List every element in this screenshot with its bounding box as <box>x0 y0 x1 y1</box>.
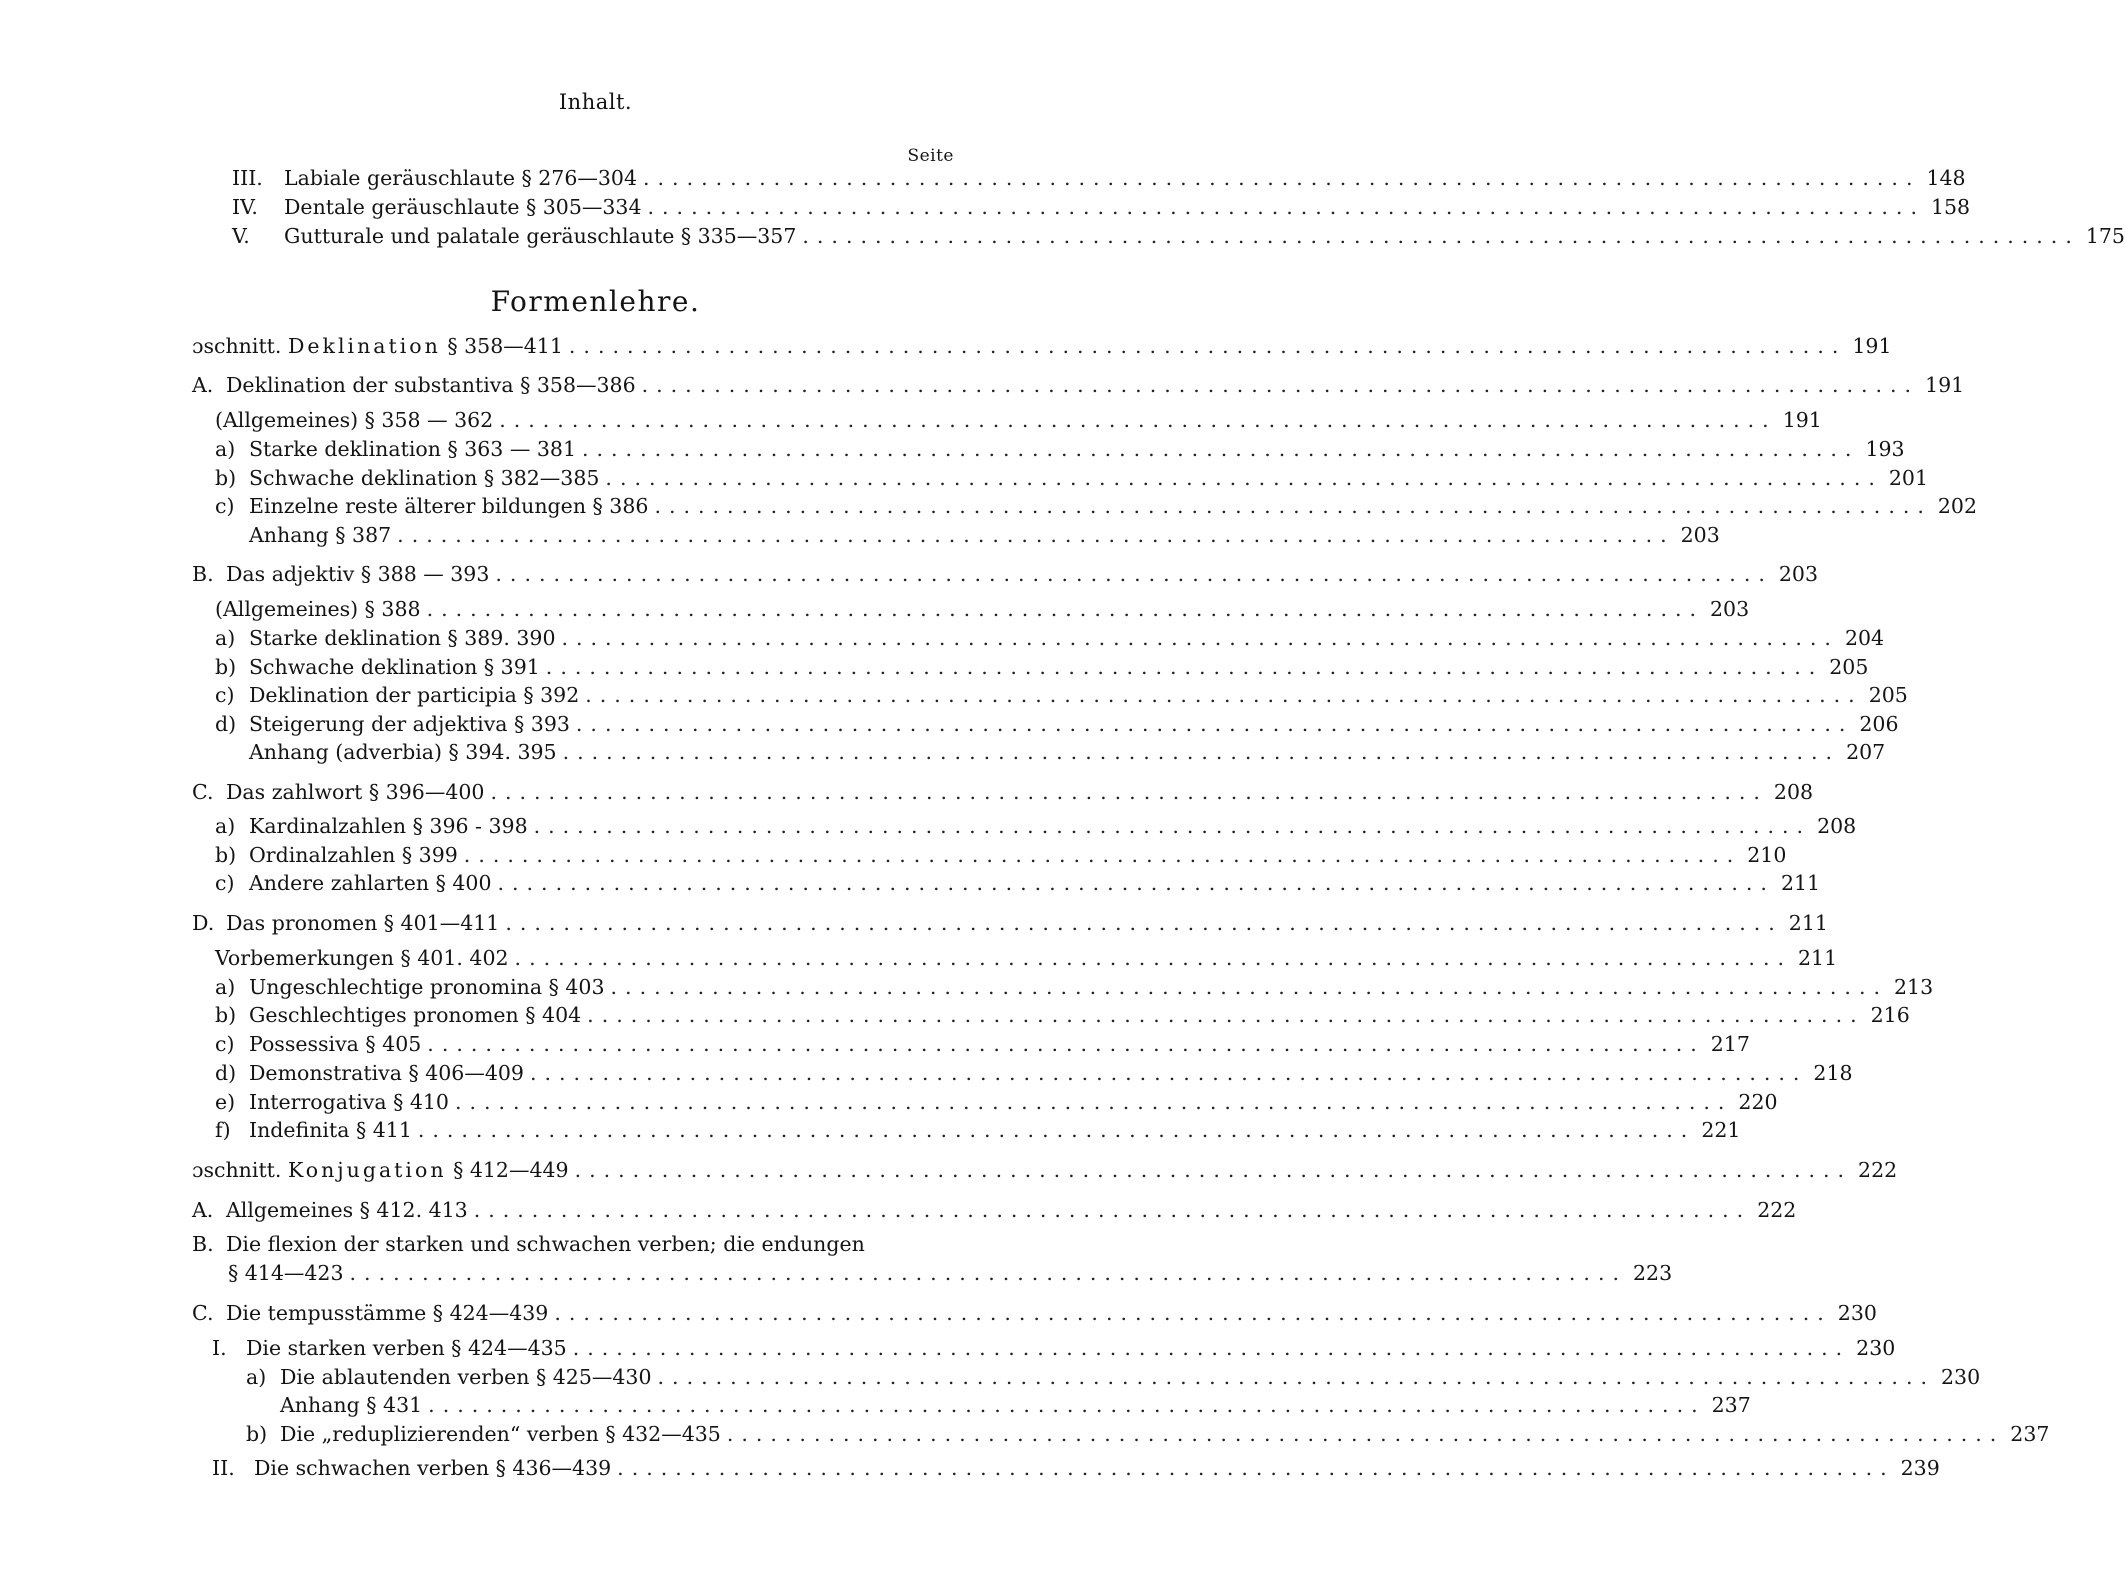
leader-dots: ........................................................................................ <box>427 1032 1705 1056</box>
toc-entry[interactable] <box>215 683 1908 713</box>
entry-text: § 414—423 <box>228 1261 344 1285</box>
toc-entry[interactable] <box>215 655 1869 685</box>
toc-entry[interactable] <box>192 562 1818 592</box>
chapter-title: Deklination <box>287 334 441 358</box>
leader-dots: ........................................................................................ <box>499 408 1777 432</box>
chapter-range: § 412—449 <box>453 1158 569 1182</box>
entry-text: Ungeschlechtige pronomina § 403 <box>249 975 605 999</box>
leader-dots: ........................................................................................ <box>568 334 1847 358</box>
entry-text: Die flexion der starken und schwachen verben; die endungen <box>226 1232 865 1256</box>
entry-page: 216 <box>1870 1003 1910 1027</box>
entry-marker: f) <box>215 1118 231 1142</box>
toc-entry[interactable] <box>215 437 1905 467</box>
entry-text: Die tempusstämme § 424—439 <box>226 1301 549 1325</box>
entry-page: 218 <box>1813 1061 1853 1085</box>
toc-entry[interactable] <box>215 597 1750 627</box>
toc-entry[interactable] <box>215 975 1934 1005</box>
entry-text: Schwache deklination § 391 <box>249 655 540 679</box>
entry-page: 223 <box>1632 1261 1673 1285</box>
entry-page: 230 <box>1837 1301 1877 1325</box>
leader-dots: ........................................................................................ <box>657 1365 1935 1389</box>
entry-marker: IV. <box>232 195 258 219</box>
entry-text: Allgemeines § 412. 413 <box>226 1198 468 1222</box>
leader-dots: ........................................................................................ <box>454 1090 1733 1114</box>
toc-entry[interactable] <box>192 1301 1877 1331</box>
entry-marker: C. <box>192 1301 214 1325</box>
entry-marker: III. <box>232 166 263 190</box>
entry-text: Deklination der participia § 392 <box>249 683 580 707</box>
entry-text: Steigerung der adjektiva § 393 <box>249 712 570 736</box>
entry-text: Labiale geräuschlaute § 276—304 <box>284 166 638 190</box>
entry-page: 175 <box>2085 224 2125 248</box>
entry-page: 207 <box>1846 740 1886 764</box>
entry-page: 202 <box>1937 494 1978 518</box>
leader-dots: ........................................................................................ <box>572 1336 1851 1360</box>
entry-marker: d) <box>215 1061 237 1085</box>
leader-dots: ........................................................................................ <box>582 437 1860 461</box>
entry-marker: b) <box>215 843 237 867</box>
entry-marker: b) <box>215 1003 237 1027</box>
toc-entry[interactable] <box>215 843 1787 873</box>
entry-marker: C. <box>192 780 214 804</box>
leader-dots: ........................................................................................ <box>575 712 1854 736</box>
leader-dots: ........................................................................................ <box>529 1061 1808 1085</box>
leader-dots: ........................................................................................ <box>641 373 1920 397</box>
toc-entry[interactable] <box>232 224 2125 254</box>
entry-text: Starke deklination § 389. 390 <box>249 626 556 650</box>
entry-page: 205 <box>1829 655 1869 679</box>
entry-text: Demonstrativa § 406—409 <box>249 1061 524 1085</box>
entry-page: 193 <box>1865 437 1905 461</box>
seite-column-label: Seite <box>907 146 954 166</box>
entry-text: (Allgemeines) § 358 — 362 <box>215 408 494 432</box>
leader-dots: ........................................................................................ <box>473 1198 1752 1222</box>
entry-page: 222 <box>1858 1158 1898 1182</box>
leader-dots: ........................................................................................ <box>533 814 1812 838</box>
entry-text: Die „reduplizierenden“ verben § 432—435 <box>280 1422 721 1446</box>
leader-dots: ........................................................................................ <box>426 597 1705 621</box>
entry-marker: a) <box>215 814 236 838</box>
leader-dots: ........................................................................................ <box>617 1456 1895 1480</box>
entry-page: 230 <box>1940 1365 1981 1389</box>
toc-chapter-entry[interactable] <box>192 334 1892 364</box>
toc-chapter-entry[interactable] <box>192 1158 1898 1188</box>
entry-text: Das zahlwort § 396—400 <box>226 780 485 804</box>
leader-dots: ........................................................................................ <box>654 494 1932 518</box>
entry-marker: c) <box>215 1032 235 1056</box>
entry-text: Das pronomen § 401—411 <box>226 911 500 935</box>
entry-page: 208 <box>1773 780 1814 804</box>
toc-entry[interactable] <box>215 946 1838 976</box>
leader-dots: ........................................................................................ <box>545 655 1824 679</box>
leader-dots: ........................................................................................ <box>497 871 1775 895</box>
entry-text: Einzelne reste älterer bildungen § 386 <box>249 494 649 518</box>
toc-entry[interactable] <box>215 408 1822 438</box>
entry-text: Starke deklination § 363 — 381 <box>249 437 576 461</box>
chapter-title: Konjugation <box>287 1158 447 1182</box>
toc-entry[interactable] <box>249 523 1720 553</box>
entry-text: Andere zahlarten § 400 <box>249 871 492 895</box>
toc-entry[interactable] <box>212 1336 1896 1366</box>
entry-text: Geschlechtiges pronomen § 404 <box>249 1003 582 1027</box>
leader-dots: ........................................................................................ <box>726 1422 2005 1446</box>
leader-dots: ........................................................................................ <box>428 1393 1706 1417</box>
leader-dots: ........................................................................................ <box>587 1003 1865 1027</box>
entry-marker: a) <box>215 975 236 999</box>
entry-page: 205 <box>1868 683 1908 707</box>
leader-dots: ........................................................................................ <box>802 224 2080 248</box>
toc-entry[interactable] <box>192 780 1814 810</box>
leader-dots: ........................................................................................ <box>574 1158 1853 1182</box>
entry-text: Schwache deklination § 382—385 <box>249 466 600 490</box>
entry-marker: B. <box>192 1232 214 1256</box>
entry-marker: e) <box>215 1090 236 1114</box>
entry-marker: c) <box>215 683 235 707</box>
chapter-prefix: ɔschnitt. <box>192 1158 282 1182</box>
entry-marker: D. <box>192 911 215 935</box>
entry-page: 211 <box>1788 911 1828 935</box>
toc-entry[interactable] <box>215 814 1857 844</box>
leader-dots: ........................................................................................ <box>490 780 1768 804</box>
entry-marker: V. <box>232 224 250 248</box>
toc-entry[interactable] <box>246 1365 1981 1395</box>
leader-dots: ........................................................................................ <box>554 1301 1832 1325</box>
entry-marker: b) <box>215 466 237 490</box>
entry-text: Dentale geräuschlaute § 305—334 <box>284 195 642 219</box>
entry-page: 230 <box>1856 1336 1896 1360</box>
entry-page: 203 <box>1710 597 1750 621</box>
leader-dots: ........................................................................................ <box>505 911 1783 935</box>
entry-marker: A. <box>192 373 214 397</box>
toc-entry[interactable] <box>215 466 1929 496</box>
entry-text: Possessiva § 405 <box>249 1032 422 1056</box>
entry-marker: B. <box>192 562 214 586</box>
toc-entry[interactable] <box>212 1456 1940 1486</box>
toc-entry[interactable] <box>249 740 1886 770</box>
leader-dots: ........................................................................................ <box>349 1261 1627 1285</box>
entry-text: Anhang § 387 <box>249 523 392 547</box>
entry-page: 148 <box>1926 166 1966 190</box>
entry-page: 191 <box>1925 373 1965 397</box>
entry-text: (Allgemeines) § 388 <box>215 597 421 621</box>
leader-dots: ........................................................................................ <box>647 195 1925 219</box>
leader-dots: ........................................................................................ <box>463 843 1742 867</box>
entry-marker: b) <box>215 655 237 679</box>
leader-dots: ........................................................................................ <box>643 166 1921 190</box>
entry-page: 208 <box>1817 814 1857 838</box>
toc-entry[interactable] <box>228 1261 1673 1291</box>
toc-entry[interactable] <box>280 1393 1751 1423</box>
entry-page: 210 <box>1747 843 1787 867</box>
entry-text: Anhang (adverbia) § 394. 395 <box>249 740 557 764</box>
entry-text: Interrogativa § 410 <box>249 1090 449 1114</box>
toc-entry[interactable] <box>215 1090 1778 1120</box>
toc-entry[interactable] <box>232 195 1971 225</box>
entry-page: 222 <box>1757 1198 1797 1222</box>
leader-dots: ........................................................................................ <box>495 562 1773 586</box>
entry-text: Ordinalzahlen § 399 <box>249 843 458 867</box>
entry-text: Indefinita § 411 <box>249 1118 412 1142</box>
leader-dots: ........................................................................................ <box>562 740 1841 764</box>
leader-dots: ........................................................................................ <box>397 523 1675 547</box>
leader-dots: ........................................................................................ <box>605 466 1883 490</box>
entry-page: 220 <box>1738 1090 1778 1114</box>
toc-entry[interactable] <box>215 712 1899 742</box>
entry-page: 211 <box>1798 946 1838 970</box>
toc-entry[interactable] <box>192 911 1828 941</box>
toc-entry[interactable] <box>215 1003 1910 1033</box>
entry-text: Deklination der substantiva § 358—386 <box>226 373 636 397</box>
entry-text: Die starken verben § 424—435 <box>246 1336 567 1360</box>
entry-marker: c) <box>215 871 235 895</box>
page-header: Inhalt. <box>558 90 633 114</box>
entry-marker: a) <box>246 1365 267 1389</box>
entry-text: Vorbemerkungen § 401. 402 <box>215 946 509 970</box>
toc-entry[interactable] <box>246 1422 2050 1452</box>
entry-text: Kardinalzahlen § 396 - 398 <box>249 814 528 838</box>
toc-entry[interactable] <box>215 871 1821 901</box>
leader-dots: ........................................................................................ <box>514 946 1792 970</box>
toc-entry[interactable] <box>215 626 1885 656</box>
entry-text: Die ablautenden verben § 425—430 <box>280 1365 652 1389</box>
toc-entry[interactable] <box>215 1118 1741 1148</box>
entry-page: 191 <box>1852 334 1892 358</box>
entry-page: 239 <box>1900 1456 1940 1480</box>
chapter-prefix: ɔschnitt. <box>192 334 282 358</box>
chapter-range: § 358—411 <box>447 334 563 358</box>
entry-page: 237 <box>2010 1422 2050 1446</box>
toc-entry[interactable] <box>192 1198 1797 1228</box>
entry-page: 217 <box>1710 1032 1750 1056</box>
toc-entry[interactable] <box>215 494 1978 524</box>
entry-page: 203 <box>1778 562 1818 586</box>
leader-dots: ........................................................................................ <box>417 1118 1696 1142</box>
section-heading: Formenlehre. <box>490 285 701 318</box>
entry-page: 206 <box>1859 712 1899 736</box>
entry-marker: c) <box>215 494 235 518</box>
entry-marker: A. <box>192 1198 214 1222</box>
entry-page: 211 <box>1780 871 1821 895</box>
toc-entry[interactable] <box>192 373 1965 403</box>
entry-page: 158 <box>1930 195 1971 219</box>
entry-page: 237 <box>1711 1393 1751 1417</box>
entry-marker: a) <box>215 626 236 650</box>
entry-marker: I. <box>212 1336 227 1360</box>
entry-text: Anhang § 431 <box>280 1393 423 1417</box>
entry-page: 201 <box>1888 466 1929 490</box>
leader-dots: ........................................................................................ <box>561 626 1839 650</box>
leader-dots: ........................................................................................ <box>610 975 1888 999</box>
toc-entry[interactable] <box>232 166 1966 196</box>
toc-entry-first-line[interactable] <box>192 1232 865 1256</box>
entry-page: 191 <box>1782 408 1822 432</box>
entry-page: 204 <box>1844 626 1885 650</box>
entry-text: Die schwachen verben § 436—439 <box>254 1456 612 1480</box>
entry-marker: II. <box>212 1456 235 1480</box>
entry-marker: d) <box>215 712 237 736</box>
entry-text: Das adjektiv § 388 — 393 <box>226 562 490 586</box>
toc-entry[interactable] <box>215 1032 1750 1062</box>
entry-page: 203 <box>1680 523 1720 547</box>
entry-page: 213 <box>1893 975 1934 999</box>
entry-marker: b) <box>246 1422 268 1446</box>
toc-entry[interactable] <box>215 1061 1853 1091</box>
entry-page: 221 <box>1701 1118 1741 1142</box>
entry-marker: a) <box>215 437 236 461</box>
entry-text: Gutturale und palatale geräuschlaute § 335—357 <box>284 224 797 248</box>
leader-dots: ........................................................................................ <box>585 683 1863 707</box>
